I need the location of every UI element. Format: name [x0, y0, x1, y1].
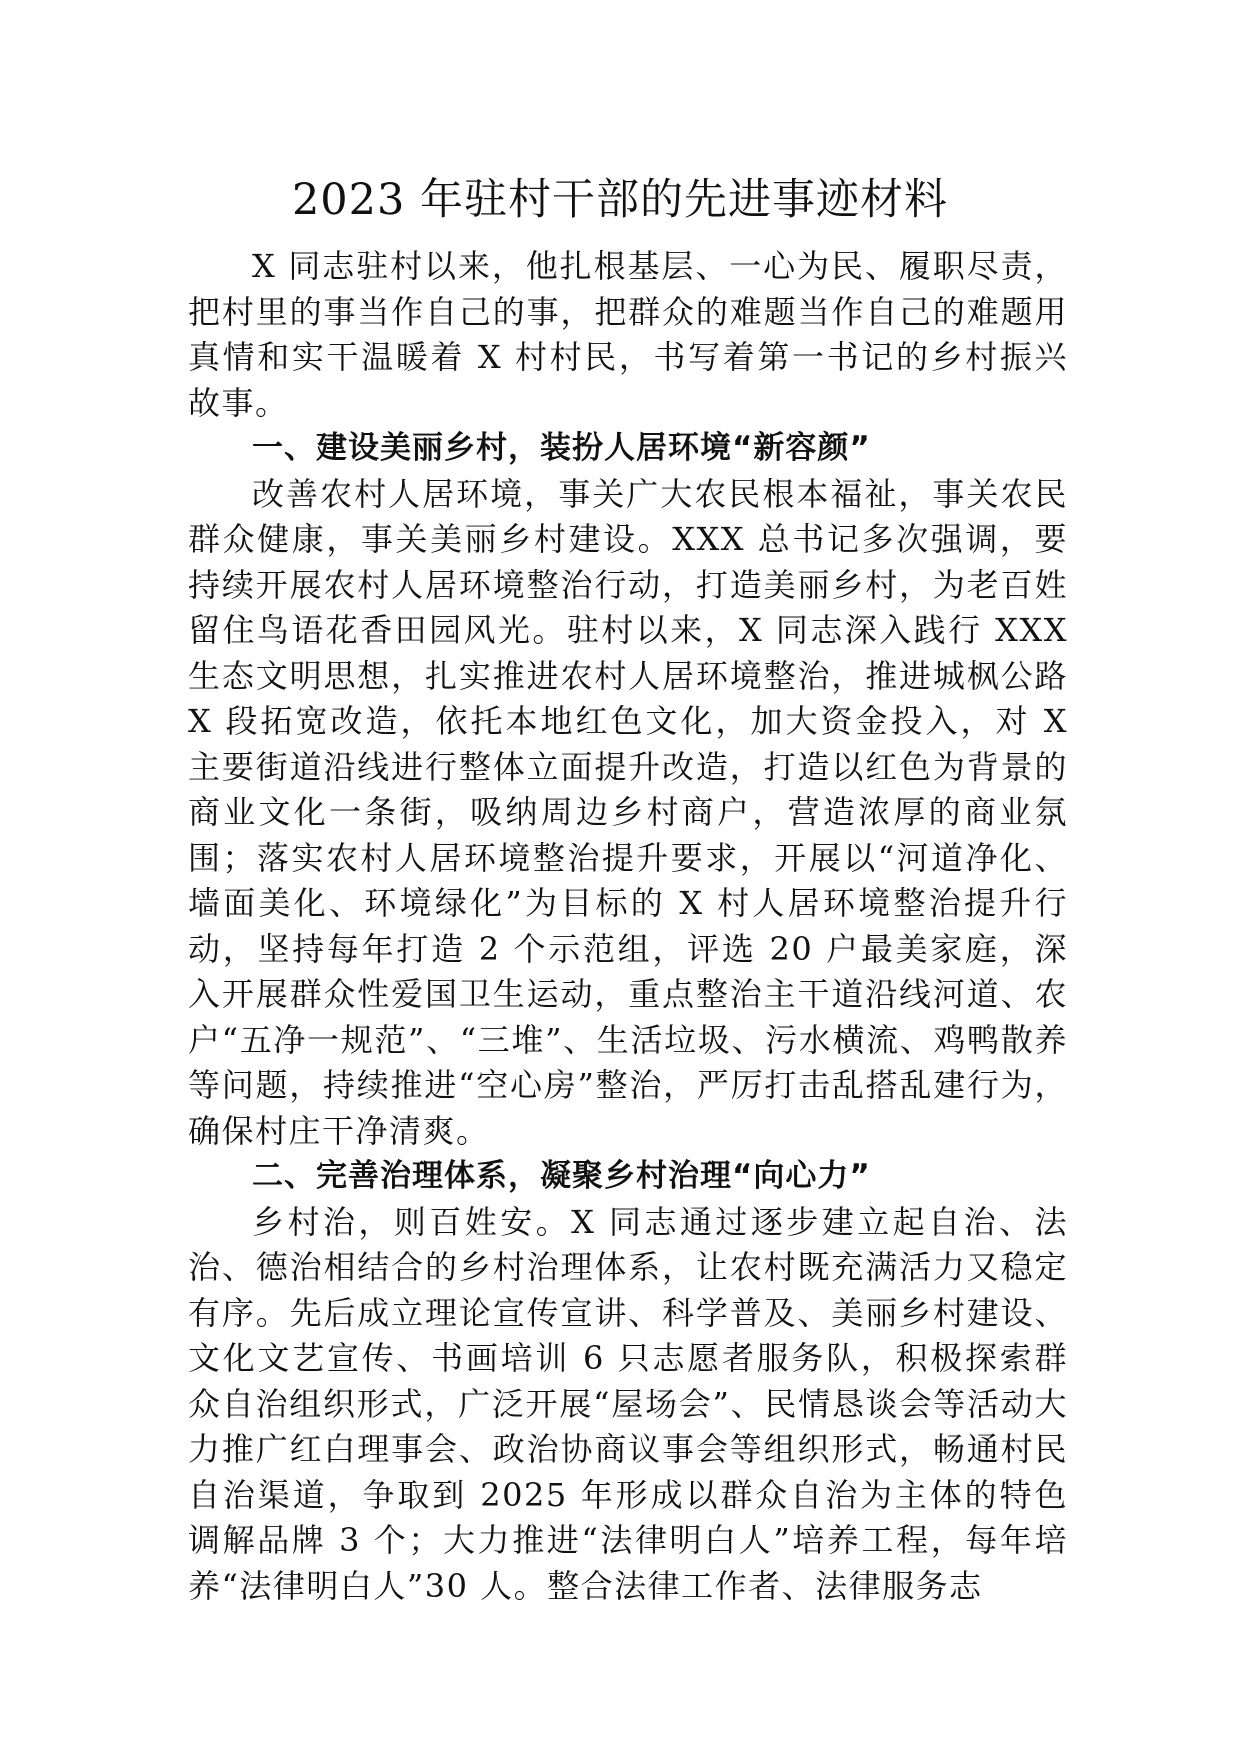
document-title: 2023 年驻村干部的先进事迹材料: [291, 175, 949, 225]
section-1-heading: 一、建设美丽乡村，装扮人居环境“新容颜”: [252, 430, 871, 466]
section-2-paragraph: 乡村治，则百姓安。X 同志通过逐步建立起自治、法治、德治相结合的乡村治理体系，让农村既充满活力又稳定有序。先后成立理论宣传宣讲、科学普及、美丽乡村建设、文化文艺宣传、书画培训 6 只志愿者服务队，积极探索群众自治组织形式，广泛开展“屋场会”、民情恳谈会等活动大力推广红白理事会、政治协商议事会等组织形式，畅通村民自治渠道，争取到 2025 年形成以群众自治为主体的特色调解品牌 3 个；大力推进“法律明白人”培养工程，每年培养“法律明白人”30 人。整合法律工作者、法律服务志: [188, 1202, 1068, 1605]
section-2-heading: 二、完善治理体系，凝聚乡村治理“向心力”: [252, 1158, 871, 1194]
section-1-paragraph: 改善农村人居环境，事关广大农民根本福祉，事关农民群众健康，事关美丽乡村建设。XXX 总书记多次强调，要持续开展农村人居环境整治行动，打造美丽乡村，为老百姓留住鸟语花香田园风光。驻村以来，X 同志深入践行 XXX 生态文明思想，扎实推进农村人居环境整治，推进城枫公路 X 段拓宽改造，依托本地红色文化，加大资金投入，对 X 主要街道沿线进行整体立面提升改造，打造以红色为背景的商业文化一条街，吸纳周边乡村商户，营造浓厚的商业氛围；落实农村人居环境整治提升要求，开展以“河道净化、墙面美化、环境绿化”为目标的 X 村人居环境整治提升行动，坚持每年打造 2 个示范组，评选 20 户最美家庭，深入开展群众性爱国卫生运动，重点整治主干道沿线河道、农户“五净一规范”、“三堆”、生活垃圾、污水横流、鸡鸭散养等问题，持续推进“空心房”整治，严厉打击乱搭乱建行为，确保村庄干净清爽。: [188, 474, 1068, 1150]
document-body: [188, 244, 1068, 1609]
intro-paragraph: X 同志驻村以来，他扎根基层、一心为民、履职尽责，把村里的事当作自己的事，把群众的难题当作自己的难题用真情和实干温暖着 X 村村民，书写着第一书记的乡村振兴故事。: [188, 247, 1068, 422]
